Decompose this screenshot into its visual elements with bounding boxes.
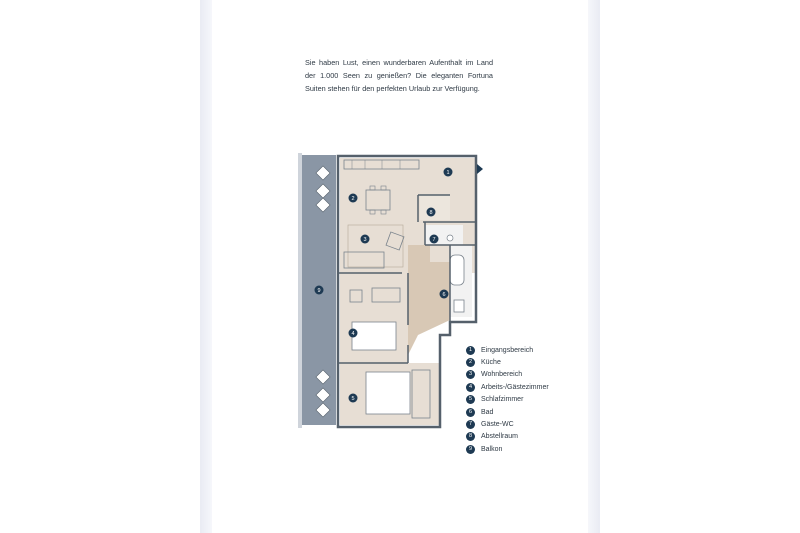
legend-badge: 3 (466, 370, 475, 379)
double-bed (366, 372, 410, 414)
legend-label: Eingangsbereich (481, 346, 534, 354)
room-badge-1: 1 (446, 170, 450, 176)
room-legend (466, 344, 549, 456)
legend-item (466, 431, 549, 443)
legend-badge: 6 (466, 408, 475, 417)
adjacent-page-right (588, 0, 600, 533)
room-badge-4: 4 (351, 331, 355, 337)
legend-badge: 7 (466, 420, 475, 429)
room-badge-5: 5 (351, 396, 355, 402)
guest-bed (352, 322, 396, 350)
room-badge-8: 8 (429, 210, 433, 216)
legend-badge: 8 (466, 432, 475, 441)
legend-item (466, 381, 549, 393)
floor-plan (290, 150, 490, 435)
legend-item (466, 418, 549, 430)
legend-label: Arbeits-/Gästezimmer (481, 383, 549, 391)
bathtub (450, 255, 464, 285)
legend-badge: 5 (466, 395, 475, 404)
legend-label: Schlafzimmer (481, 396, 524, 404)
adjacent-page-left (200, 0, 212, 533)
legend-badge: 4 (466, 383, 475, 392)
legend-item (466, 443, 549, 455)
legend-item (466, 394, 549, 406)
legend-label: Küche (481, 359, 501, 367)
room-badge-3: 3 (363, 237, 367, 243)
storage-floor (420, 195, 450, 220)
legend-item (466, 344, 549, 356)
legend-badge: 1 (466, 346, 475, 355)
room-badge-9: 9 (317, 288, 321, 294)
entrance-arrow-icon (477, 164, 483, 174)
legend-badge: 9 (466, 445, 475, 454)
room-badge-7: 7 (432, 237, 436, 243)
room-badge-6: 6 (442, 292, 446, 298)
legend-label: Gäste-WC (481, 421, 514, 429)
legend-item (466, 369, 549, 381)
intro-paragraph: Sie haben Lust, einen wunderbaren Aufenthalt im Land der 1.000 Seen zu genießen? Die eleganten Fortuna Suiten stehen für den perfekten Urlaub zur Verfügung. (305, 58, 493, 93)
legend-label: Wohnbereich (481, 371, 523, 379)
sink (454, 300, 464, 312)
toilet (447, 235, 453, 241)
balcony-rail (298, 153, 302, 428)
legend-label: Abstellraum (481, 433, 518, 441)
legend-item (466, 406, 549, 418)
legend-label: Balkon (481, 445, 503, 453)
room-badge-2: 2 (351, 196, 355, 202)
legend-item (466, 356, 549, 368)
legend-badge: 2 (466, 358, 475, 367)
legend-label: Bad (481, 408, 494, 416)
